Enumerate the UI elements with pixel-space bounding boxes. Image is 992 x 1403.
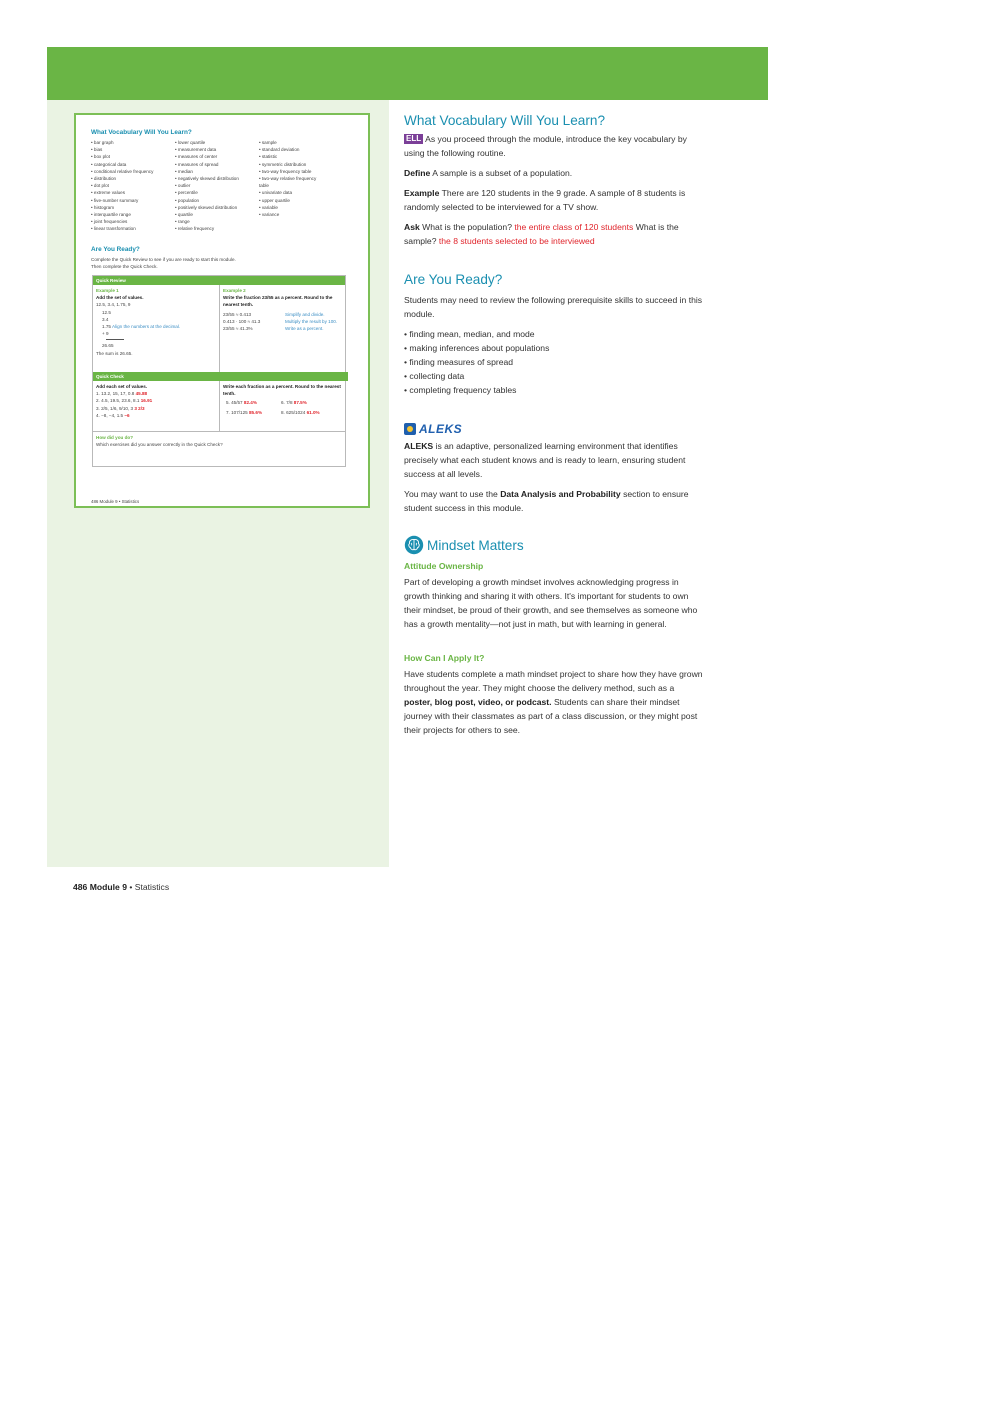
example-2-note: Simplify and divide. [285,311,325,317]
ask-answer: the entire class of 120 students [514,222,634,232]
qc-question: 3. 2/5, 1/6, 9/10, 3 [96,405,134,411]
mini-footer: 486 Module 9 • Statistics [91,499,140,504]
qc-answer: −6 [124,412,130,418]
example-1-prompt: Add the set of values. [96,295,144,301]
mini-vocab-column-1 [91,139,153,233]
example-2-step: 23/55 ≈ 41.3% [223,326,253,332]
qc-question: 5. 45/57 [226,400,243,406]
footer-module: Module 9 [89,882,127,892]
mini-vocab-term: • measures of spread [175,161,219,167]
mindset-p2 [404,667,704,737]
example-1 [93,285,218,372]
mini-vocab-column-2 [175,139,239,233]
mini-vocab-term: • outlier [175,183,191,189]
vocab-heading: What Vocabulary Will You Learn? [404,113,606,128]
mini-vocab-term: • negatively skewed distribution [175,176,239,182]
mini-ready-line-2: Then complete the Quick Check. [91,264,158,270]
mini-vocab-term: • extreme values [91,190,126,196]
mini-vocab-term: • categorical data [91,161,127,167]
mini-vocab-column-3 [259,139,316,218]
mindset-p1-text: Part of developing a growth mindset involves acknowledging progress in growth thinking and sharing it with others. It's important for students to own their mindset, be proud of their growth, and see themselves as someone who has a growth mentality—not just in math, but with learning in general. [404,577,698,629]
example-2-step: 23/55 ≈ 0.413 [223,311,252,317]
mini-vocab-term: • bias [91,147,103,153]
quick-check-percent [219,381,345,431]
mini-vocab-term: • two-way frequency table [259,168,312,174]
ask-line [404,220,704,248]
qc-answer: 45.88 [135,391,148,397]
skill-item: • making inferences about populations [404,343,550,353]
aleks-use-pre: You may want to use the [404,489,498,499]
footer-page-number: 486 [73,882,88,892]
aleks-name: ALEKS [404,441,434,451]
example-1-label: Example 1 [96,288,119,293]
example-2 [219,285,345,372]
vocab-intro-text: As you proceed through the module, introduce the key vocabulary by using the following routine. [404,134,687,158]
quick-check-add [93,381,218,431]
mini-ready-line-1: Complete the Quick Review to see if you are ready to start this module. [91,257,236,262]
skills-list [404,327,704,397]
example-2-note: Multiply the result by 100. [285,318,338,324]
vocab-intro [404,132,704,160]
mindset-p1 [404,575,704,631]
example-1-line: 3.4 [102,316,109,322]
hdyd-label: How did you do? [96,435,133,440]
mindset-heading: Mindset Matters [427,538,524,553]
skill-item: • finding measures of spread [404,357,514,367]
mini-vocab-term: • variable [259,204,278,210]
mini-vocab-term: • percentile [175,190,198,196]
aleks-use-bold: Data Analysis and Probability [500,489,621,499]
how-did-you-do [93,431,345,465]
skill-item: • completing frequency tables [404,385,517,395]
qc-question: 1. 13.2, 15, 17, 0.8 [96,391,135,397]
define-line [404,166,704,180]
ask-question: What is the population? [422,222,512,232]
mini-vocab-term: • measurement data [175,147,217,153]
mindset-p2-post: Students can share their mindset journey with their classmates as part of a class discussion, or they might post their projects for others to see. [404,697,698,735]
mini-vocab-term: • five-number summary [91,197,139,203]
ask-question: What is the sample? [404,222,679,246]
define-label: Define [404,168,431,178]
example-1-sum: 26.65 [102,343,114,349]
mini-vocab-term: • dot plot [91,183,109,189]
mini-vocab-term: table [259,183,269,189]
ready-section [404,293,704,397]
qc-answer: 82.4% [243,400,257,406]
quick-review-bar: Quick Review [93,276,345,285]
hdyd-text: Which exercises did you answer correctly in the Quick Check? [96,442,223,448]
mini-vocab-term: • median [175,168,193,174]
qc-answer: 16.91 [140,398,153,404]
qc-question: 7. 107/125 [226,410,248,416]
example-label: Example [404,188,440,198]
mini-vocab-term: • bar graph [91,140,114,145]
mini-vocab-term: • linear transformation [91,226,136,232]
mini-vocab-term: • histogram [91,204,115,210]
mindset-sub-1: Attitude Ownership [404,561,484,571]
example-2-label: Example 2 [223,288,246,293]
aleks-logo [404,422,462,436]
qc-answer: 85.6% [249,410,263,416]
qc-question: 2. 4.5, 19.5, 23.6, 8.1 [96,398,140,404]
aleks-use [404,487,704,515]
mindset-p2-text [404,667,704,737]
aleks-desc [404,439,704,481]
student-page-thumbnail [74,113,370,508]
footer-subject: • Statistics [129,882,170,892]
mindset-p2-pre: Have students complete a math mindset project to share how they have grown throughout the year. They might choose the delivery method, such as a [404,669,703,693]
mini-vocab-term: • quartile [175,212,193,218]
vocab-section [404,132,704,248]
aleks-section [404,439,704,515]
quick-review-box [92,275,346,467]
page-footer [73,882,169,892]
mini-vocab-term: • relative frequency [175,226,215,232]
mini-vocab-term: • joint frequencies [91,219,128,225]
aleks-logo-text: ALEKS [419,422,463,436]
example-text: There are 120 students in the 9 grade. A sample of 8 students is randomly selected to be interviewed for a TV show. [404,188,686,212]
mini-vocab-term: • sample [259,140,277,145]
qc-question: 8. 625/1024 [281,410,306,416]
mini-vocab-title: What Vocabulary Will You Learn? [91,129,192,136]
mindset-sub-2: How Can I Apply It? [404,653,485,663]
mini-ready-text [91,256,351,270]
mini-vocab-term: • box plot [91,154,110,160]
mini-vocab-term: • positively skewed distribution [175,204,238,210]
mini-vocab-term: • symmetric distribution [259,161,307,167]
mindset-p2-bold: poster, blog post, video, or podcast. [404,697,552,707]
example-1-line: 1.75 [102,324,111,330]
example-1-note: Align the numbers at the decimal. [111,324,181,330]
mini-vocab-term: • lower quartile [175,140,206,145]
mini-vocab-term: • population [175,197,200,203]
ell-badge: ELL [406,134,422,143]
mini-vocab-term: • univariate data [259,190,293,196]
aleks-use-post: section to ensure student success in this module. [404,489,689,513]
example-1-values: 12.5, 3.4, 1.75, 9 [96,302,131,308]
header-band [47,47,768,100]
qc-right-prompt: Write each fraction as a percent. Round to the nearest tenth. [223,384,341,397]
mini-vocab-term: • distribution [91,176,117,182]
example-1-line: 12.5 [102,309,111,315]
mini-vocab-term: • two-way relative frequency [259,176,317,182]
qc-answer: 61.0% [306,410,320,416]
qc-answer: 3 2/3 [134,405,145,411]
qc-question: 4. −8, −4, 1.5 [96,412,124,418]
sum-line [106,339,124,340]
aleks-desc-text: is an adaptive, personalized learning environment that identifies precisely what each student knows and is ready to learn, ensuring student success at all levels. [404,441,686,479]
qc-left-prompt: Add each set of values. [96,384,148,389]
example-line [404,186,704,214]
mini-vocab-term: • interquartile range [91,212,131,218]
aleks-icon [404,423,416,435]
ready-intro: Students may need to review the following prerequisite skills to succeed in this module. [404,295,703,319]
skill-item: • finding mean, median, and mode [404,329,535,339]
define-text: A sample is a subset of a population. [432,168,573,178]
example-1-line: + 9 [102,331,109,337]
mini-ready-title: Are You Ready? [91,246,140,253]
quick-check-bar: Quick Check [93,372,348,381]
example-2-prompt: Write the fraction 23/55 as a percent. Round to the nearest tenth. [223,295,333,308]
mini-vocab-term: • measures of center [175,154,218,160]
example-1-result: The sum is 26.65. [96,350,133,356]
mini-vocab-term: • standard deviation [259,147,300,153]
ask-answer: the 8 students selected to be interviewed [438,236,595,246]
ask-label: Ask [404,222,420,232]
skill-item: • collecting data [404,371,465,381]
ready-heading: Are You Ready? [404,272,503,287]
mini-vocab-term: • upper quartile [259,197,290,203]
example-2-note: Write as a percent. [285,326,324,332]
mini-vocab-term: • range [175,219,190,225]
mini-vocab-term: • statistic [259,154,278,160]
qc-question: 6. 7/8 [281,400,293,406]
example-2-step: 0.413 · 100 ≈ 41.3 [223,318,261,324]
mini-vocab-term: • conditional relative frequency [91,168,154,174]
qc-answer: 87.5% [293,400,307,406]
mini-vocab-term: • variance [259,212,280,218]
brain-icon [404,535,424,555]
